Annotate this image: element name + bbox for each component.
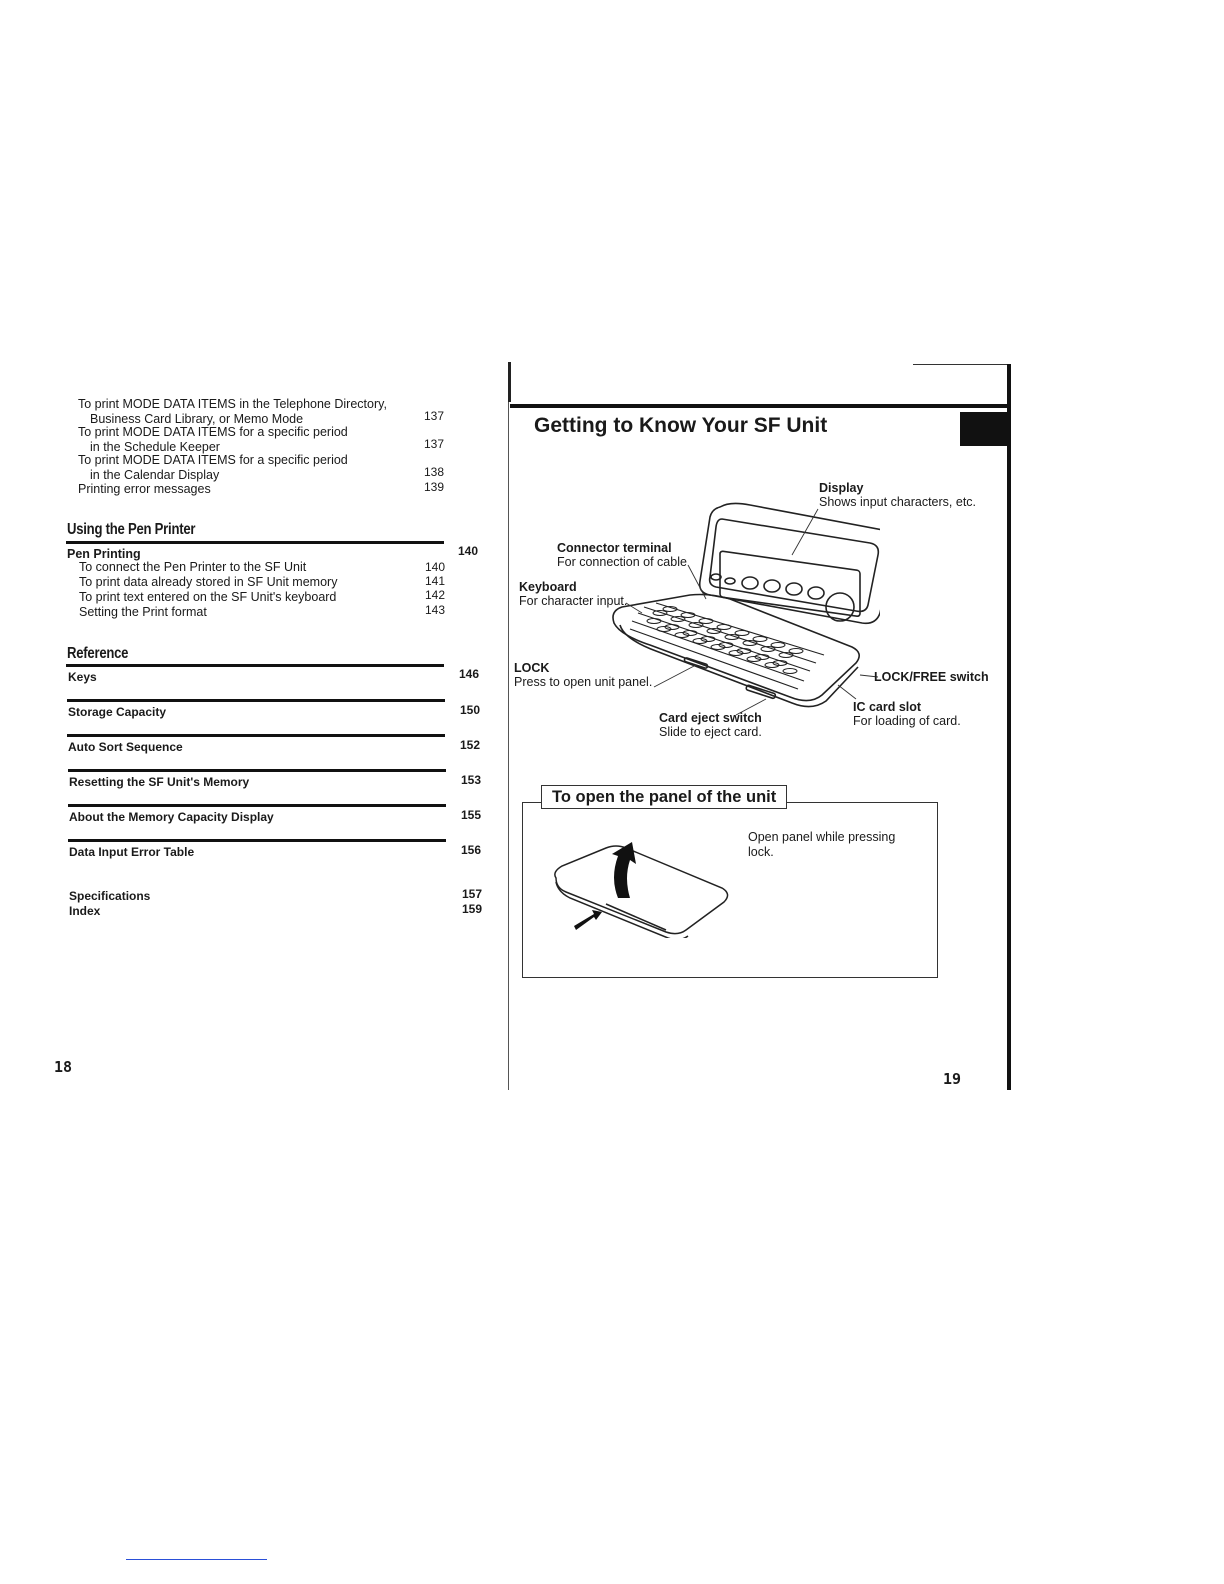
section-title-pen-printer: Using the Pen Printer xyxy=(67,521,196,538)
reference-entry: Keys xyxy=(68,670,97,684)
callout-desc: For loading of card. xyxy=(853,714,961,728)
section-rule xyxy=(66,541,444,544)
callout-title: Display xyxy=(819,481,864,495)
toc-item-line: in the Schedule Keeper xyxy=(90,439,220,454)
toc-item xyxy=(78,482,211,497)
toc-item-line: in the Calendar Display xyxy=(90,467,220,482)
callout-title: Keyboard xyxy=(519,580,577,594)
toc-page-number: 159 xyxy=(462,902,483,916)
bottom-link-underline xyxy=(126,1559,267,1560)
toc-item-line: To print MODE DATA ITEMS for a specific period xyxy=(78,425,348,439)
reference-entry: Storage Capacity xyxy=(68,705,167,719)
callout-connector xyxy=(557,541,687,569)
page-spine xyxy=(508,362,509,1090)
section-rule xyxy=(67,734,445,737)
toc-page-number: 140 xyxy=(458,544,479,558)
toc-page-number: 143 xyxy=(425,603,446,617)
section-rule xyxy=(68,769,446,772)
toc-item xyxy=(78,425,348,454)
corner-mark xyxy=(508,362,511,402)
callout-title: LOCK/FREE switch xyxy=(874,670,989,684)
toc-item xyxy=(78,453,348,482)
toc-page-number: 139 xyxy=(424,480,445,494)
section-rule xyxy=(66,664,444,667)
toc-item: To print text entered on the SF Unit's keyboard xyxy=(79,590,337,604)
toc-item: To connect the Pen Printer to the SF Unit xyxy=(79,560,307,574)
toc-page-number: 142 xyxy=(425,588,446,602)
reference-entry: About the Memory Capacity Display xyxy=(69,810,274,824)
callout-keyboard xyxy=(519,580,627,608)
toc-item xyxy=(78,397,387,426)
toc-page-number: 137 xyxy=(424,409,445,423)
right-edge-rule xyxy=(1007,364,1011,1090)
section-rule xyxy=(68,804,446,807)
toc-page-number: 146 xyxy=(459,667,480,681)
thumb-tab xyxy=(960,412,1008,446)
reference-entry: Specifications xyxy=(69,889,151,903)
toc-item-line: Printing error messages xyxy=(78,482,211,496)
toc-page-number: 155 xyxy=(461,808,482,822)
callout-lock-free xyxy=(874,670,989,684)
top-rule xyxy=(913,364,1009,365)
section-rule xyxy=(67,699,445,702)
callout-title: IC card slot xyxy=(853,700,922,714)
callout-title: Card eject switch xyxy=(659,711,762,725)
panel-box-desc xyxy=(748,830,895,860)
toc-page-number: 150 xyxy=(460,703,481,717)
toc-page-number: 141 xyxy=(425,574,446,588)
callout-lock xyxy=(514,661,652,689)
title-rule xyxy=(510,404,1008,408)
reference-entry: Resetting the SF Unit's Memory xyxy=(69,775,250,789)
panel-box-desc-line: lock. xyxy=(748,845,774,859)
page-number-right: 19 xyxy=(943,1070,962,1088)
toc-item-line: To print MODE DATA ITEMS for a specific period xyxy=(78,453,348,467)
callout-desc: Press to open unit panel. xyxy=(514,675,653,689)
toc-item: Setting the Print format xyxy=(79,605,207,619)
page-number-left: 18 xyxy=(54,1058,73,1076)
subhead-pen-printing: Pen Printing xyxy=(67,547,141,561)
toc-page-number: 153 xyxy=(461,773,482,787)
reference-entry: Auto Sort Sequence xyxy=(68,740,183,754)
toc-page-number: 156 xyxy=(461,843,482,857)
toc-page-number: 138 xyxy=(424,465,445,479)
toc-item-line: Business Card Library, or Memo Mode xyxy=(90,411,304,426)
callout-ic-card xyxy=(853,700,961,728)
closed-unit-illustration xyxy=(546,838,736,938)
toc-page-number: 137 xyxy=(424,437,445,451)
toc-page-number: 140 xyxy=(425,560,446,574)
reference-entry: Data Input Error Table xyxy=(69,845,195,859)
callout-desc: For connection of cable xyxy=(557,555,687,569)
toc-item: To print data already stored in SF Unit memory xyxy=(79,575,338,589)
callout-desc: Slide to eject card. xyxy=(659,725,762,739)
reference-entry: Index xyxy=(69,904,101,918)
callout-display xyxy=(819,481,976,509)
toc-item-line: To print MODE DATA ITEMS in the Telephone Directory, xyxy=(78,397,387,411)
toc-page-number: 152 xyxy=(460,738,481,752)
section-title-reference: Reference xyxy=(67,645,129,662)
sf-unit-illustration xyxy=(560,495,880,725)
callout-desc: Shows input characters, etc. xyxy=(819,495,977,509)
callout-desc: For character input. xyxy=(519,594,628,608)
callout-title: Connector terminal xyxy=(557,541,672,555)
page-title: Getting to Know Your SF Unit xyxy=(534,414,828,437)
panel-box-desc-line: Open panel while pressing xyxy=(748,830,896,844)
section-rule xyxy=(68,839,446,842)
callout-title: LOCK xyxy=(514,661,550,675)
callout-card-eject xyxy=(659,711,762,739)
panel-box-title: To open the panel of the unit xyxy=(541,785,787,809)
toc-page-number: 157 xyxy=(462,887,483,901)
